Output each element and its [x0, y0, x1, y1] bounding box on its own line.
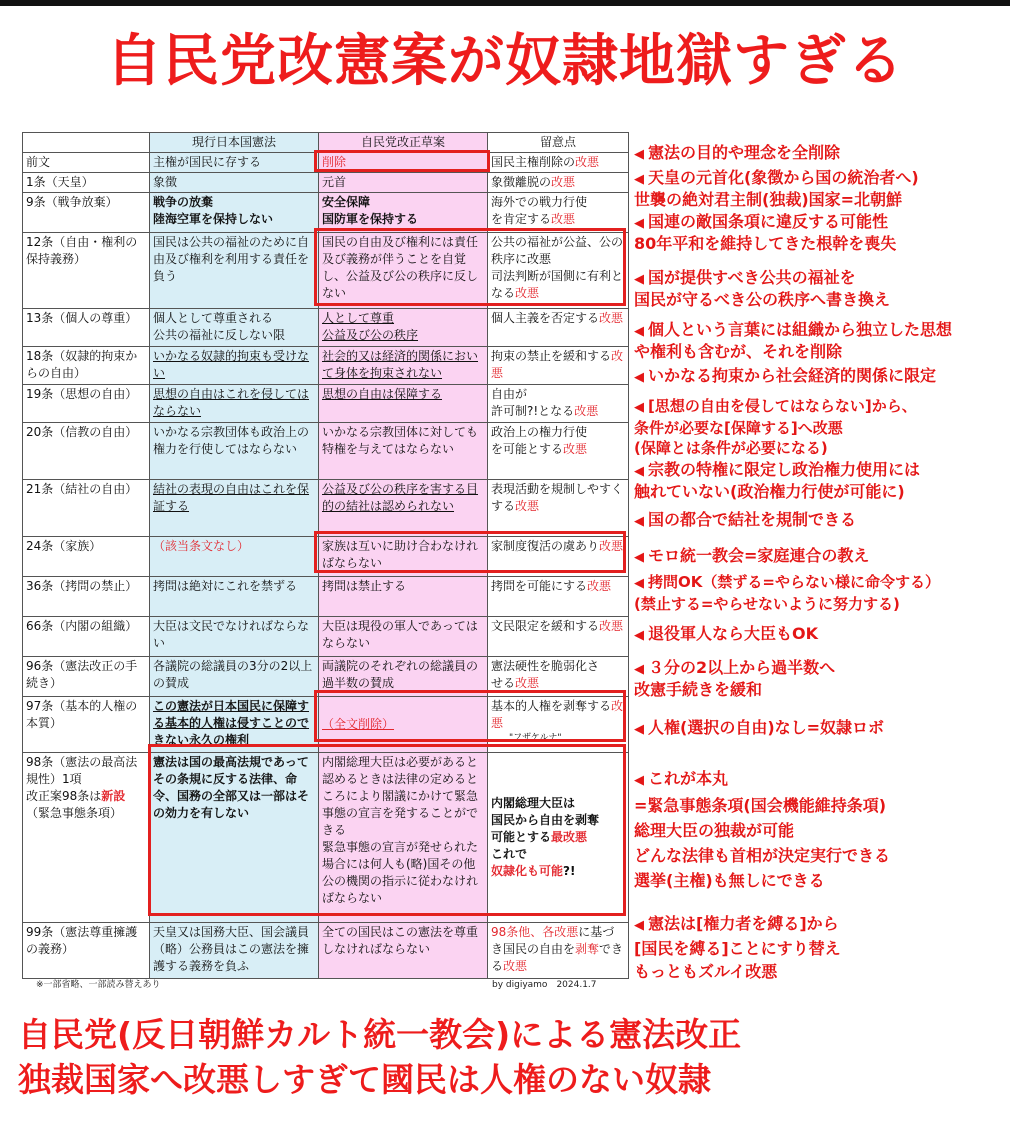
- row-draft: 国民の自由及び権利には責任及び義務が伴うことを自覚し、公益及び公の秩序に反しない: [319, 233, 488, 309]
- table-row: [23, 423, 629, 480]
- annotation: [634, 143, 840, 165]
- annotation: [634, 546, 869, 568]
- row-note: [488, 617, 629, 657]
- row-current: 個人として尊重される 公共の福祉に反しない限: [150, 309, 319, 347]
- highlight-box-art98: [148, 744, 626, 916]
- row-note: [488, 577, 629, 617]
- row-draft: 拷問は禁止する: [319, 577, 488, 617]
- row-article: 18条（奴隷的拘束からの自由）: [23, 347, 150, 385]
- row-note-mid: できる: [491, 942, 624, 973]
- table-row: [23, 617, 629, 657]
- row-note-red: 最改悪: [551, 830, 588, 844]
- row-current: 大臣は文民でなければならない: [150, 617, 319, 657]
- row-note-text: 表現活動を規制しやすくする: [491, 482, 624, 513]
- row-article: [23, 753, 150, 923]
- row-note-text: 憲法硬性を脆弱化さ せる: [491, 659, 600, 690]
- row-article-text: 98条（憲法の最高法規性）1項 改正案98条は: [26, 755, 138, 803]
- header-note: 留意点: [488, 133, 629, 153]
- row-current: 結社の表現の自由はこれを保証する: [150, 480, 319, 537]
- row-current: （該当条文なし）: [150, 537, 319, 577]
- annotation: [634, 624, 818, 646]
- row-note: [488, 347, 629, 385]
- row-note-text: 内閣総理大臣は 国民から自由を剥奪 可能とする: [491, 796, 600, 844]
- annotation-text: 憲法は[権力者を縛る]から [国民を縛る]ことにすり替え もっともズルイ改悪: [634, 914, 841, 981]
- row-note-red: 改悪: [575, 155, 600, 169]
- footnote-right: by digiyamo 2024.1.7: [492, 980, 597, 990]
- row-draft: 社会的又は経済的関係において身体を拘束されない: [319, 347, 488, 385]
- row-note-text: 政治上の権力行使 を可能とする: [491, 425, 588, 456]
- row-current: いかなる宗教団体も政治上の権力を行使してはならない: [150, 423, 319, 480]
- row-article: 1条（天皇）: [23, 173, 150, 193]
- annotation: [634, 396, 917, 458]
- row-article-red: 新設: [101, 789, 126, 803]
- row-note-red: 改悪: [551, 212, 576, 226]
- row-current: 主権が国民に存する: [150, 153, 319, 173]
- left-triangle-icon: ◀: [634, 370, 644, 385]
- row-note: [488, 423, 629, 480]
- row-article: 66条（内閣の組織）: [23, 617, 150, 657]
- row-article: 96条（憲法改正の手続き）: [23, 657, 150, 697]
- annotation: [634, 320, 952, 362]
- left-triangle-icon: ◀: [634, 576, 644, 591]
- left-triangle-icon: ◀: [634, 147, 644, 162]
- row-note-red: 改悪: [599, 619, 624, 633]
- row-note: [488, 309, 629, 347]
- left-triangle-icon: ◀: [634, 722, 644, 737]
- header-article: [23, 133, 150, 153]
- row-note-text: 公共の福祉が公益、公の秩序に改悪 司法判断が国側に有利となる: [491, 235, 624, 300]
- annotation-text: 天皇の元首化(象徴から国の統治者へ) 世襲の絶対君主制(独裁)国家=北朝鮮: [634, 168, 919, 209]
- left-triangle-icon: ◀: [634, 216, 644, 231]
- row-note-tail-end: ?!: [563, 864, 576, 878]
- row-article: 前文: [23, 153, 150, 173]
- row-draft: いかなる宗教団体に対しても特権を与えてはならない: [319, 423, 488, 480]
- header-draft: 自民党改正草案: [319, 133, 488, 153]
- header-current: 現行日本国憲法: [150, 133, 319, 153]
- table-row: [23, 193, 629, 233]
- left-triangle-icon: ◀: [634, 172, 644, 187]
- annotation: [634, 460, 920, 502]
- row-article: 99条（憲法尊重擁護の義務）: [23, 923, 150, 979]
- highlight-box-preamble: [314, 150, 490, 172]
- row-note-red: 改悪: [599, 311, 624, 325]
- table-row: [23, 173, 629, 193]
- row-note-red: 改悪: [515, 499, 540, 513]
- row-article: 24条（家族）: [23, 537, 150, 577]
- row-draft: 家族は互いに助け合わなければならない: [319, 537, 488, 577]
- row-current: この憲法が日本国民に保障する基本的人権は侵すことのできない永久の権利: [150, 697, 319, 753]
- annotation: [634, 366, 936, 388]
- highlight-box-art12: [314, 228, 626, 306]
- left-triangle-icon: ◀: [634, 324, 644, 339]
- row-note-red: 改悪: [515, 286, 540, 300]
- row-article: 20条（信教の自由）: [23, 423, 150, 480]
- annotation: [634, 212, 896, 254]
- annotation: [634, 510, 856, 532]
- left-triangle-icon: ◀: [634, 464, 644, 479]
- annotation-text: いかなる拘束から社会経済的関係に限定: [648, 366, 937, 385]
- annotation-text: 憲法の目的や理念を全削除: [648, 143, 841, 162]
- row-note-tail-red: 奴隷化も可能: [491, 864, 564, 878]
- table-row: [23, 480, 629, 537]
- row-note-red: 改悪: [563, 442, 588, 456]
- row-note-text: 個人主義を否定する: [491, 311, 600, 325]
- annotation-text: これが本丸 =緊急事態条項(国会機能維持条項) 総理大臣の独裁が可能 どんな法律も首相が決定実行できる 選挙(主権)も無しにできる: [634, 769, 891, 890]
- row-note-text: 自由が 許可制?!となる: [491, 387, 575, 418]
- page-title: 自民党改憲案が奴隷地獄すぎる: [106, 29, 904, 94]
- left-triangle-icon: ◀: [634, 773, 644, 788]
- annotation-text: 国が提供すべき公共の福祉を 国民が守るべき公の秩序へ書き換え: [634, 268, 891, 309]
- annotation: [634, 658, 835, 700]
- annotation: [634, 718, 884, 740]
- row-note-red: 改悪: [515, 676, 540, 690]
- bottom-headline: [18, 1012, 1008, 1102]
- row-article: 36条（拷問の禁止）: [23, 577, 150, 617]
- annotation-text: 退役軍人なら大臣もOK: [648, 624, 819, 643]
- row-note: [488, 193, 629, 233]
- row-note-text: 家制度復活の虞あり: [491, 539, 600, 553]
- row-note: [488, 480, 629, 537]
- table-row: [23, 923, 629, 979]
- row-note: [488, 173, 629, 193]
- left-triangle-icon: ◀: [634, 628, 644, 643]
- annotation: [634, 766, 890, 893]
- annotation-text: ３分の2以上から過半数へ 改憲手続きを緩和: [634, 658, 836, 699]
- row-draft: 全ての国民はこの憲法を尊重しなければならない: [319, 923, 488, 979]
- row-current: 戦争の放棄 陸海空軍を保持しない: [150, 193, 319, 233]
- row-draft-text: 削除: [322, 155, 347, 169]
- row-note-text: 基本的人権を剥奪する: [491, 699, 612, 713]
- row-note-red: 改悪: [491, 349, 624, 380]
- annotation-text: 個人という言葉には組織から独立した思想 や権利も含むが、それを削除: [634, 320, 953, 361]
- annotation-text: 拷問OK（禁ずる=やらない様に命令する） (禁止する=やらせないように努力する): [634, 573, 940, 613]
- row-draft: 大臣は現役の軍人であってはならない: [319, 617, 488, 657]
- left-triangle-icon: ◀: [634, 514, 644, 529]
- left-triangle-icon: ◀: [634, 400, 644, 415]
- row-note-text: に基づき国民の自由を: [491, 925, 615, 956]
- row-note-red: 改悪: [599, 539, 624, 553]
- row-note-red: 改悪: [551, 175, 576, 189]
- row-note-red-pre: 98条他、各改悪: [491, 925, 579, 939]
- bottom-line-1: 自民党(反日朝鮮カルト統一教会)による憲法改正: [18, 1015, 742, 1054]
- row-article: 97条（基本的人権の本質）: [23, 697, 150, 753]
- top-border: [0, 0, 1010, 6]
- annotation-text: 国の都合で結社を規制できる: [648, 510, 857, 529]
- row-draft: 思想の自由は保障する: [319, 385, 488, 423]
- highlight-box-art24: [314, 531, 626, 573]
- row-article: 21条（結社の自由）: [23, 480, 150, 537]
- left-triangle-icon: ◀: [634, 550, 644, 565]
- row-current: 拷問は絶対にこれを禁ずる: [150, 577, 319, 617]
- row-current: 国民は公共の福祉のために自由及び権利を利用する責任を負う: [150, 233, 319, 309]
- row-draft: 安全保障 国防軍を保持する: [319, 193, 488, 233]
- row-draft: （全文削除）: [319, 697, 488, 753]
- row-article: 19条（思想の自由）: [23, 385, 150, 423]
- row-note-tail: これで: [491, 847, 528, 861]
- annotation: [634, 168, 919, 210]
- row-current: 象徴: [150, 173, 319, 193]
- row-note-red2: 剥奪: [575, 942, 600, 956]
- row-note: [488, 153, 629, 173]
- bottom-line-2: 独裁国家へ改悪しすぎて國民は人権のない奴隷: [18, 1060, 711, 1099]
- annotation-text: [思想の自由を侵してはならない]から、 条件が必要な[保障する]へ改悪 (保障とは条件が必要になる): [634, 397, 917, 457]
- row-current: 各議院の総議員の3分の2以上の賛成: [150, 657, 319, 697]
- row-current: 天皇又は国務大臣、国会議員（略）公務員はこの憲法を擁護する義務を負ふ: [150, 923, 319, 979]
- table-row: [23, 347, 629, 385]
- annotation: [634, 268, 890, 310]
- annotation-text: 宗教の特権に限定し政治権力使用には 触れていない(政治権力行使が可能に): [634, 460, 921, 501]
- row-draft: 人として尊重 公益及び公の秩序: [319, 309, 488, 347]
- left-triangle-icon: ◀: [634, 662, 644, 677]
- row-article: 12条（自由・権利の保持義務）: [23, 233, 150, 309]
- row-current: 思想の自由はこれを侵してはならない: [150, 385, 319, 423]
- row-note-extra: "フザケルナ": [509, 733, 562, 743]
- row-article: 13条（個人の尊重）: [23, 309, 150, 347]
- annotation-text: 国連の敵国条項に違反する可能性 80年平和を維持してきた根幹を喪失: [634, 212, 897, 253]
- row-article-tail: （緊急事態条項）: [26, 806, 123, 820]
- annotation-text: モロ統一教会=家庭連合の教え: [648, 546, 870, 565]
- row-note-red: 改悪: [574, 404, 599, 418]
- row-note-red: 改悪: [491, 699, 624, 730]
- row-note: [488, 923, 629, 979]
- row-note-red: 改悪: [587, 579, 612, 593]
- row-current: いかなる奴隷的拘束も受けない: [150, 347, 319, 385]
- row-note-text: 文民限定を緩和する: [491, 619, 600, 633]
- table-row: [23, 309, 629, 347]
- row-note-text: 海外での戦力行使 を肯定する: [491, 195, 588, 226]
- footnote-left: ※一部省略、一部読み替えあり: [36, 980, 161, 990]
- left-triangle-icon: ◀: [634, 272, 644, 287]
- annotation-text: 人権(選択の自由)なし=奴隷ロボ: [648, 718, 885, 737]
- left-triangle-icon: ◀: [634, 918, 644, 933]
- row-draft: 元首: [319, 173, 488, 193]
- table-row: [23, 385, 629, 423]
- annotation: [634, 912, 841, 983]
- row-note-text: 拘束の禁止を緩和する: [491, 349, 612, 363]
- highlight-box-art97: [314, 690, 626, 742]
- row-note-text: 国民主権削除の: [491, 155, 576, 169]
- row-article: 9条（戦争放棄）: [23, 193, 150, 233]
- row-draft: 両議院のそれぞれの総議員の過半数の賛成: [319, 657, 488, 697]
- row-note-text: 拷問を可能にする: [491, 579, 588, 593]
- row-draft: 内閣総理大臣は必要があると認めるときは法律の定めるところにより閣議にかけて緊急事態の宣言を発することができる 緊急事態の宣言が発せられた場合には何人も(略)国その他公の機関の指示に従わなければならない: [319, 753, 488, 923]
- row-note: [488, 385, 629, 423]
- row-current: 憲法は国の最高法規であってその条規に反する法律、命令、国務の全部又は一部はその効力を有しない: [150, 753, 319, 923]
- row-note-red: 改悪: [503, 959, 528, 973]
- annotation: [634, 572, 940, 614]
- table-row: [23, 577, 629, 617]
- row-note-text: 象徴離脱の: [491, 175, 552, 189]
- row-draft: 公益及び公の秩序を害する目的の結社は認められない: [319, 480, 488, 537]
